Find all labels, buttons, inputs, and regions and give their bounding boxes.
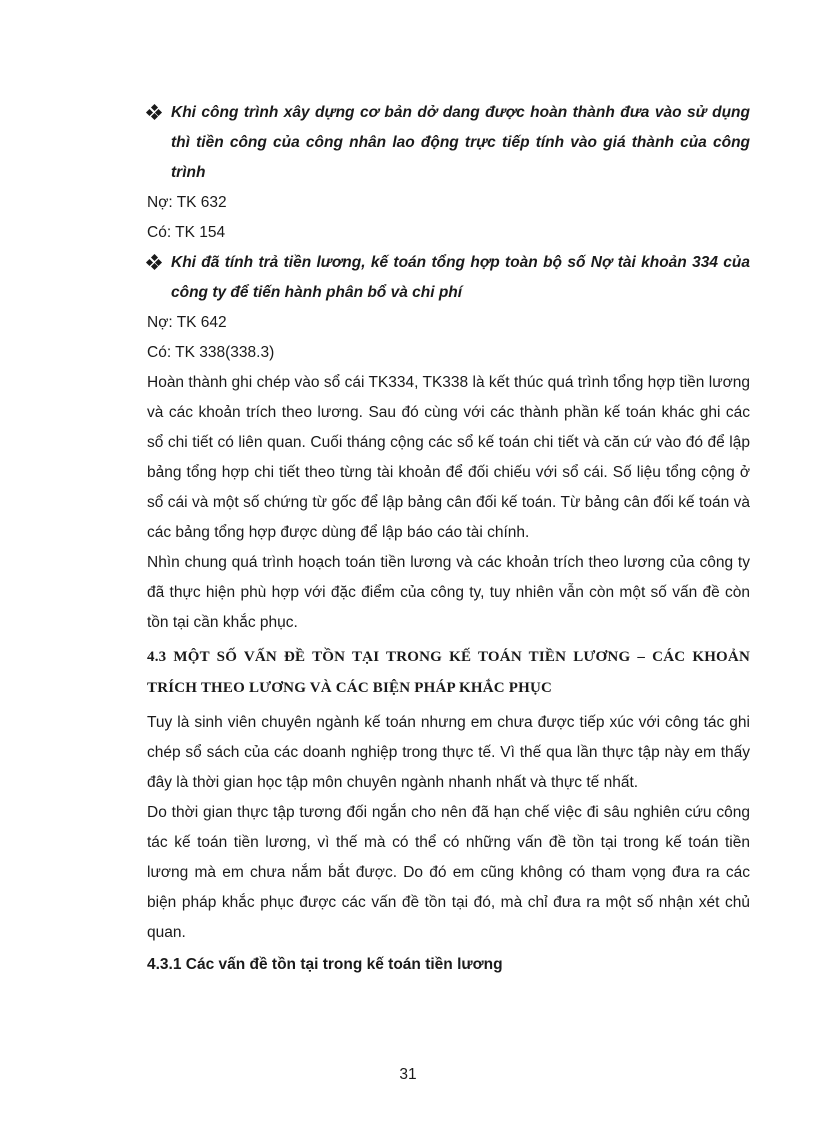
paragraph-text: Do thời gian thực tập tương đối ngắn cho nên đã hạn chế việc đi sâu nghiên cứu công tác kế toán tiền lương, vì thế mà có thể có những vấn đề tồn tại trong kế toán tiền lương mà em chưa nắm bắt được. Do đó em cũng không có tham vọng đưa ra các biện pháp khắc phục được các vấn đề tồn tại đó, mà chỉ đưa ra một số nhận xét chủ quan. — [147, 804, 750, 941]
debit-entry: Nợ: TK 632 — [147, 194, 227, 211]
bullet-text: Khi đã tính trả tiền lương, kế toán tổng hợp toàn bộ số Nợ tài khoản 334 của công ty để tiến hành phân bổ và chi phí — [171, 254, 750, 301]
paragraph-text: Hoàn thành ghi chép vào sổ cái TK334, TK338 là kết thúc quá trình tổng hợp tiền lương và các khoản trích theo lương. Sau đó cùng với các thành phần kế toán khác ghi các sổ chi tiết có liên quan. Cuối tháng cộng các sổ kế toán chi tiết và căn cứ vào đó để lập bảng tổng hợp chi tiết theo từng tài khoản để đối chiếu với sổ cái. Số liệu tổng cộng ở sổ cái và một số chứng từ gốc để lập bảng cân đối kế toán. Từ bảng cân đối kế toán và các bảng tổng hợp được dùng để lập báo cáo tài chính. — [147, 374, 750, 541]
credit-entry: Có: TK 338(338.3) — [147, 344, 275, 361]
diamond-bullet-icon — [147, 105, 161, 119]
page-content — [147, 98, 750, 980]
page-number: 31 — [399, 1066, 417, 1083]
diamond-bullet-icon — [147, 255, 161, 269]
body-paragraph — [147, 368, 750, 548]
subsection-heading: 4.3.1 Các vấn đề tồn tại trong kế toán tiền lương — [147, 956, 503, 973]
section-heading: 4.3 MỘT SỐ VẤN ĐỀ TỒN TẠI TRONG KẾ TOÁN TIỀN LƯƠNG – CÁC KHOẢN TRÍCH THEO LƯƠNG VÀ CÁC BIỆN PHÁP KHẮC PHỤC — [147, 649, 750, 696]
paragraph-text: Nhìn chung quá trình hoạch toán tiền lương và các khoản trích theo lương của công ty đã thực hiện phù hợp với đặc điểm của công ty, tuy nhiên vẫn còn một số vấn đề còn tồn tại cần khắc phục. — [147, 554, 750, 631]
body-paragraph — [147, 708, 750, 798]
paragraph-text: Tuy là sinh viên chuyên ngành kế toán nhưng em chưa được tiếp xúc với công tác ghi chép sổ sách của các doanh nghiệp trong thực tế. Vì thế qua lần thực tập này em thấy đây là thời gian học tập môn chuyên ngành nhanh nhất và thực tế nhất. — [147, 714, 750, 791]
bullet-item — [147, 248, 750, 308]
body-paragraph — [147, 798, 750, 948]
debit-entry: Nợ: TK 642 — [147, 314, 227, 331]
bullet-text: Khi công trình xây dựng cơ bản dở dang được hoàn thành đưa vào sử dụng thì tiền công của công nhân lao động trực tiếp tính vào giá thành của công trình — [171, 104, 750, 181]
bullet-item — [147, 98, 750, 188]
body-paragraph — [147, 548, 750, 638]
credit-entry: Có: TK 154 — [147, 224, 226, 241]
